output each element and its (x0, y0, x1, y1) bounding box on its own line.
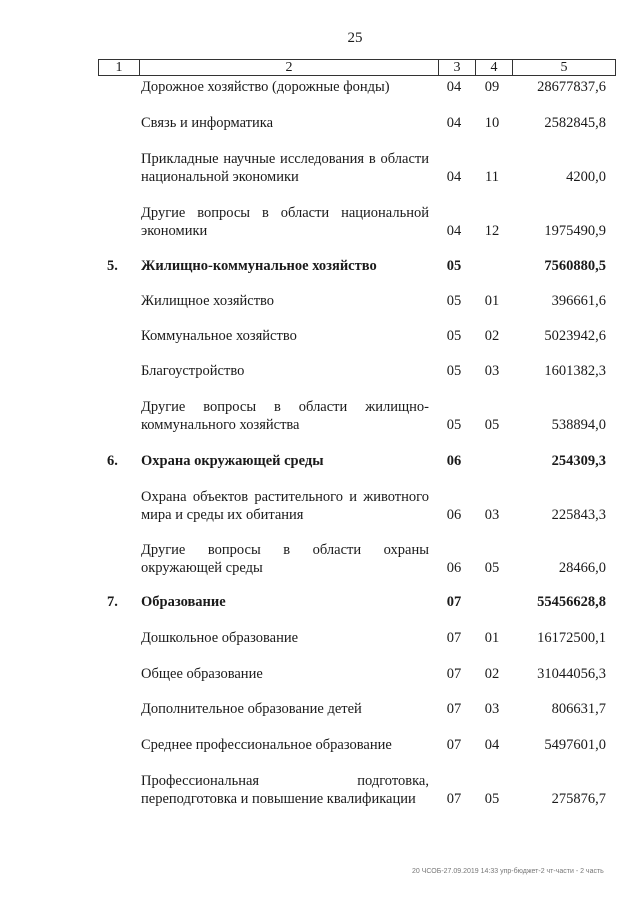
row-amount: 55456628,8 (537, 594, 606, 610)
row-amount: 225843,3 (551, 507, 606, 523)
row-subsection-code: 05 (484, 791, 500, 807)
row-section-code: 05 (446, 258, 462, 274)
table-header (98, 59, 616, 76)
row-section-code: 07 (446, 737, 462, 753)
row-name: Охрана объектов растительного и животного мира и среды их обитания (141, 489, 429, 523)
row-name: Дорожное хозяйство (дорожные фонды) (141, 79, 390, 95)
row-amount: 538894,0 (551, 417, 606, 433)
row-name: Другие вопросы в области национальной экономики (141, 205, 429, 239)
row-number: 6. (107, 453, 118, 469)
row-name: Среднее профессиональное образование (141, 737, 392, 753)
row-amount: 254309,3 (551, 453, 606, 469)
row-name: Другие вопросы в области жилищно-коммунального хозяйства (141, 399, 429, 433)
row-name: Охрана окружающей среды (141, 453, 324, 469)
row-subsection-code: 01 (484, 630, 500, 646)
row-amount: 275876,7 (551, 791, 606, 807)
row-name: Прикладные научные исследования в области национальной экономики (141, 151, 429, 185)
footer-stamp: 20 ЧСОБ-27.09.2019 14:33 упр-бюджет-2 чт-части - 2 часть (412, 868, 604, 875)
row-section-code: 06 (446, 560, 462, 576)
row-amount: 1975490,9 (544, 223, 606, 239)
row-section-code: 05 (446, 417, 462, 433)
row-subsection-code: 05 (484, 560, 500, 576)
row-section-code: 06 (446, 453, 462, 469)
row-name: Связь и информатика (141, 115, 274, 131)
row-number: 7. (107, 594, 118, 610)
row-section-code: 04 (446, 79, 462, 95)
header-col-3: 3 (439, 60, 476, 75)
row-section-code: 07 (446, 701, 462, 717)
row-subsection-code: 01 (484, 293, 500, 309)
row-subsection-code: 02 (484, 666, 500, 682)
row-section-code: 07 (446, 594, 462, 610)
row-amount: 1601382,3 (544, 363, 606, 379)
row-amount: 7560880,5 (544, 258, 606, 274)
header-col-4: 4 (476, 60, 513, 75)
row-number: 5. (107, 258, 118, 274)
row-subsection-code: 12 (484, 223, 500, 239)
row-subsection-code: 11 (485, 169, 499, 185)
row-subsection-code: 09 (484, 79, 500, 95)
row-section-code: 04 (446, 169, 462, 185)
row-name: Жилищно-коммунальное хозяйство (141, 258, 377, 274)
row-section-code: 07 (446, 666, 462, 682)
row-section-code: 05 (446, 293, 462, 309)
row-name: Дошкольное образование (141, 630, 299, 646)
row-amount: 806631,7 (551, 701, 606, 717)
row-section-code: 05 (446, 363, 462, 379)
header-col-1: 1 (99, 60, 140, 75)
row-amount: 28677837,6 (537, 79, 606, 95)
row-name: Профессиональная подготовка, переподготовка и повышение квалификации (141, 773, 429, 807)
row-name: Жилищное хозяйство (141, 293, 275, 309)
row-section-code: 06 (446, 507, 462, 523)
row-subsection-code: 10 (484, 115, 500, 131)
row-amount: 396661,6 (551, 293, 606, 309)
row-name: Коммунальное хозяйство (141, 328, 297, 344)
row-section-code: 05 (446, 328, 462, 344)
row-subsection-code: 03 (484, 363, 500, 379)
row-amount: 16172500,1 (537, 630, 606, 646)
row-amount: 28466,0 (558, 560, 606, 576)
row-name: Общее образование (141, 666, 263, 682)
row-subsection-code: 05 (484, 417, 500, 433)
row-amount: 5023942,6 (544, 328, 606, 344)
row-subsection-code: 04 (484, 737, 500, 753)
row-subsection-code: 03 (484, 507, 500, 523)
row-amount: 2582845,8 (544, 115, 606, 131)
row-amount: 4200,0 (566, 169, 606, 185)
row-amount: 31044056,3 (537, 666, 606, 682)
row-amount: 5497601,0 (544, 737, 606, 753)
row-section-code: 04 (446, 115, 462, 131)
page-number: 25 (347, 30, 363, 46)
row-name: Благоустройство (141, 363, 245, 379)
header-col-2: 2 (140, 60, 439, 75)
row-section-code: 04 (446, 223, 462, 239)
header-col-5: 5 (560, 60, 568, 75)
row-name: Другие вопросы в области охраны окружающей среды (141, 542, 429, 576)
row-subsection-code: 02 (484, 328, 500, 344)
row-section-code: 07 (446, 630, 462, 646)
row-subsection-code: 03 (484, 701, 500, 717)
row-name: Образование (141, 594, 226, 610)
row-name: Дополнительное образование детей (141, 701, 362, 717)
row-section-code: 07 (446, 791, 462, 807)
